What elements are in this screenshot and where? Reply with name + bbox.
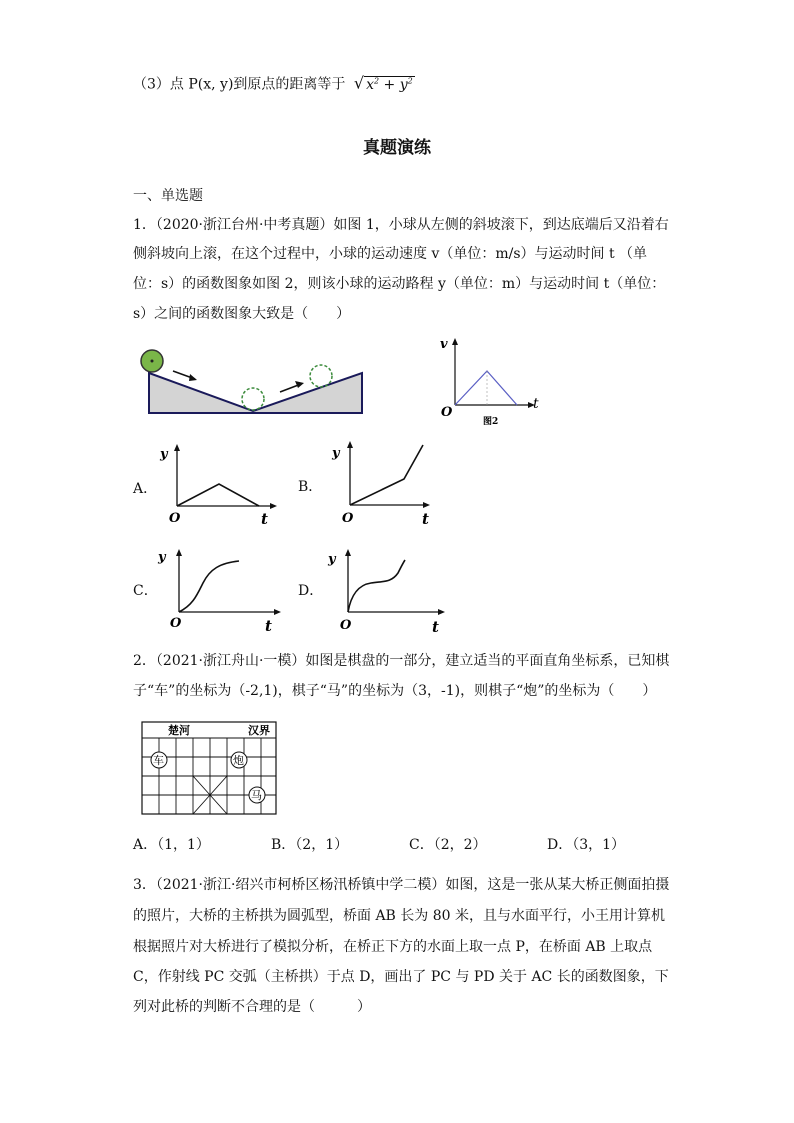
d-y-arrow [345, 549, 351, 556]
plus-sign: + [383, 76, 396, 93]
question-category: 一、单选题 [133, 188, 203, 204]
a-x-arrow [270, 503, 277, 509]
q2-option-d[interactable]: D．（3，1） [547, 837, 626, 853]
sqrt-expression [354, 66, 415, 100]
fig2-y-arrow [452, 338, 458, 345]
sqrt-symbol: √ [353, 73, 365, 93]
section-title: 真题演练 [363, 138, 431, 158]
c-y-arrow [176, 549, 182, 556]
q1-option-d-graph[interactable] [323, 545, 453, 637]
fig2-origin: O [441, 405, 453, 420]
q1-option-c-graph[interactable] [155, 545, 285, 635]
q2-option-c[interactable]: C．（2，2） [409, 837, 487, 853]
piece-pao: 炮 [233, 754, 244, 767]
q1-line-1: 1．（2020·浙江台州·中考真题）如图 1，小球从左侧的斜坡滚下，到达底端后又沿着右 [133, 217, 669, 233]
c-axis-t: t [265, 617, 272, 635]
q2-line-2: 子“车”的坐标为（-2,1)，棋子“马”的坐标为（3，-1)，则棋子“炮”的坐标为（ ） [133, 683, 657, 699]
slope-shape [149, 373, 362, 413]
fig2-axis-v: v [440, 337, 448, 352]
figure-2-vt-graph [430, 335, 550, 430]
q3-line-3: 根据照片对大桥进行了模拟分析，在桥正下方的水面上取一点 P，在桥面 AB 上取点 [133, 939, 653, 955]
b-y-arrow [347, 441, 353, 448]
q1-option-a-graph[interactable] [155, 440, 285, 530]
c-x-arrow [274, 609, 281, 615]
q1-option-b-graph[interactable] [328, 437, 438, 529]
q1-option-c-label[interactable]: C． [133, 583, 158, 599]
piece-che: 车 [153, 754, 164, 767]
ball-center-dot [151, 360, 154, 363]
q1-line-4: s）之间的函数图象大致是（ ） [133, 306, 351, 322]
q3-line-5: 列对此桥的判断不合理的是（ ） [133, 999, 371, 1015]
q2-option-a[interactable]: A．（1，1） [133, 837, 210, 853]
a-y-arrow [174, 444, 180, 451]
arrow-right-head [295, 381, 304, 388]
b-x-arrow [423, 502, 430, 508]
fig2-label: 图2 [483, 417, 499, 427]
q1-option-b-label[interactable]: B． [298, 479, 323, 495]
c-axis-y: y [158, 550, 166, 565]
a-curve [177, 484, 259, 506]
q1-option-a-label[interactable]: A． [133, 481, 158, 497]
q1-line-3: 位：s）的函数图象如图 2，则该小球的运动路程 y（单位：m）与运动时间 t（单位： [133, 276, 666, 292]
d-axis-y: y [328, 552, 336, 567]
q1-line-2: 侧斜坡向上滚，在这个过程中，小球的运动速度 v（单位：m/s）与运动时间 t （单 [133, 246, 648, 262]
var-y: y [399, 76, 408, 93]
var-x: x [366, 76, 374, 93]
b-origin: O [342, 511, 354, 526]
figure-1-slope [135, 345, 370, 420]
a-axis-y: y [160, 447, 168, 462]
board-label-right: 汉界 [248, 724, 270, 737]
q3-line-4: C，作射线 PC 交弧（主桥拱）于点 D，画出了 PC 与 PD 关于 AC 长的函数图象，下 [133, 969, 669, 985]
a-axis-t: t [261, 510, 268, 528]
formula-line [133, 66, 415, 100]
b-axis-t: t [422, 510, 429, 528]
formula-prefix: （3）点 P(x, y)到原点的距离等于 [133, 76, 346, 93]
exp-x: 2 [373, 76, 380, 85]
q2-option-b[interactable]: B．（2，1） [271, 837, 349, 853]
q1-option-d-label[interactable]: D． [298, 583, 324, 599]
d-x-arrow [438, 609, 445, 615]
c-origin: O [170, 616, 182, 631]
d-axis-t: t [432, 618, 439, 636]
b-curve [350, 445, 423, 505]
b-axis-y: y [332, 446, 340, 461]
arrow-left-head [189, 374, 197, 381]
q2-line-1: 2．（2021·浙江舟山·一模）如图是棋盘的一部分，建立适当的平面直角坐标系，已知棋 [133, 653, 670, 669]
piece-ma: 马 [251, 789, 262, 802]
q3-line-2: 的照片，大桥的主桥拱为圆弧型，桥面 AB 长为 80 米，且与水面平行，小王用计算机 [133, 908, 666, 924]
c-curve [179, 561, 239, 612]
exp-y: 2 [407, 76, 413, 85]
d-curve [348, 560, 405, 612]
fig2-axis-t: t [533, 396, 539, 412]
ball-bottom-dashed [242, 388, 264, 410]
d-origin: O [340, 618, 352, 633]
fig2-velocity-line [455, 371, 517, 405]
chess-board [140, 720, 280, 817]
a-origin: O [169, 511, 181, 526]
q3-line-1: 3．（2021·浙江·绍兴市柯桥区杨汛桥镇中学二模）如图，这是一张从某大桥正侧面拍摄 [133, 877, 670, 893]
sqrt-radicand [364, 76, 415, 93]
board-label-left: 楚河 [168, 724, 190, 737]
